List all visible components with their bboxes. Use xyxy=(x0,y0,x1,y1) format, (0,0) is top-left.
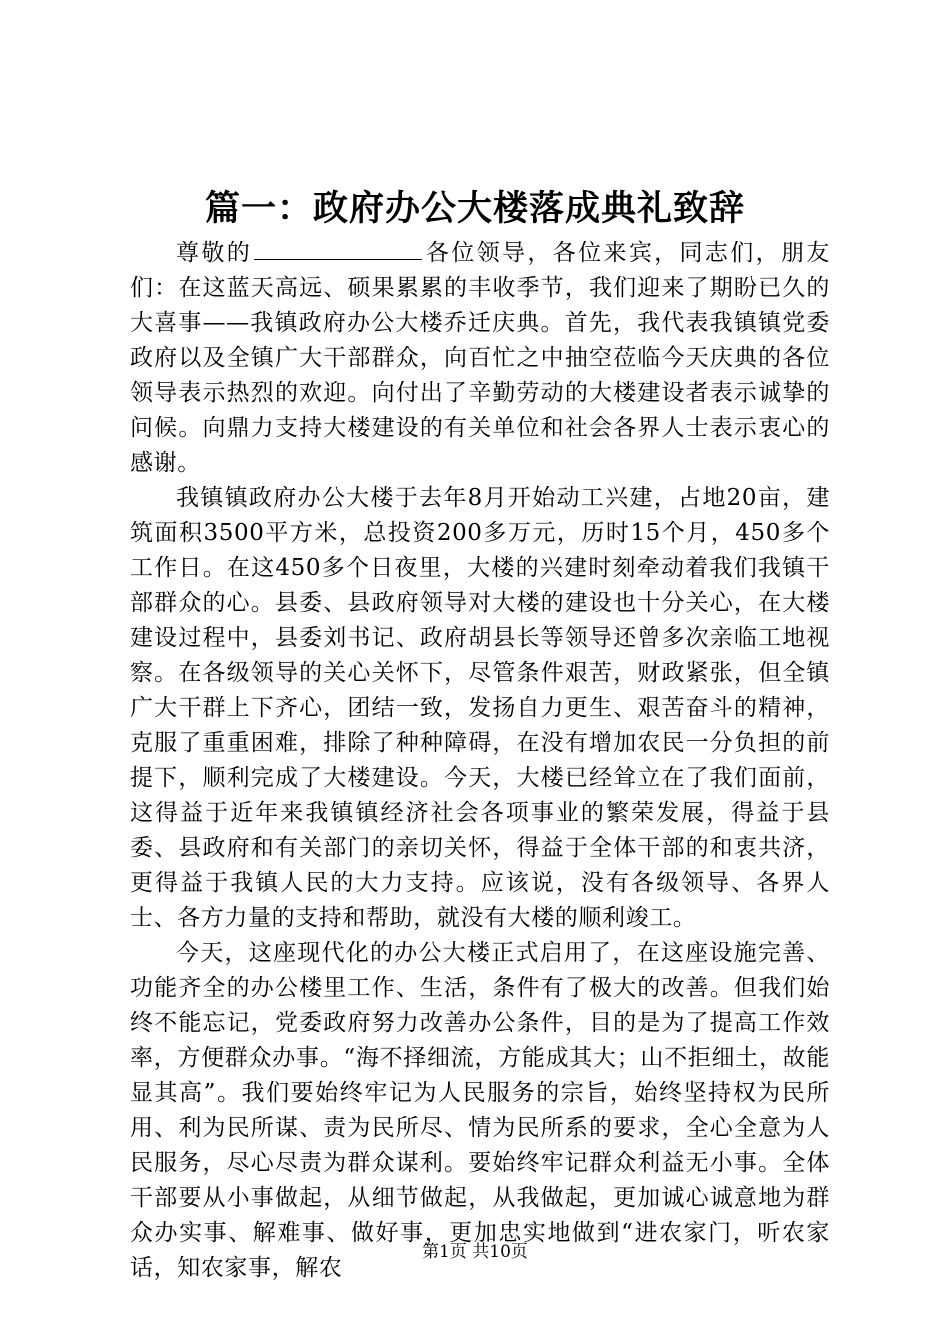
page-number-footer: 第1页 共10页 xyxy=(422,1242,528,1262)
name-blank-line xyxy=(254,237,422,260)
salutation-paragraph xyxy=(130,236,830,481)
document-title: 篇一：政府办公大楼落成典礼致辞 xyxy=(204,188,745,229)
body-paragraph-2: 今天，这座现代化的办公大楼正式启用了，在这座设施完善、功能齐全的办公楼里工作、生活，条件有了极大的改善。但我们始终不能忘记，党委政府努力改善办公条件，目的是为了提高工作效率，方便群众办事。“海不择细流，方能成其大；山不拒细土，故能显其高”。我们要始终牢记为人民服务的宗旨，始终坚持权为民所用、利为民所谋、责为民所尽、情为民所系的要求，全心全意为人民服务，尽心尽责为群众谋利。要始终牢记群众利益无小事。全体干部要从小事做起，从细节做起，从我做起，更加诚心诚意地为群众办实事、解难事、做好事，更加忠实地做到“进农家门，听农家话，知农家事，解农 xyxy=(130,940,830,1281)
salutation-text: 各位领导，各位来宾，同志们，朋友们：在这蓝天高远、硕果累累的丰收季节，我们迎来了期盼已久的大喜事——我镇政府办公大楼乔迁庆典。首先，我代表我镇镇党委政府以及全镇广大干部群众，向百忙之中抽空莅临今天庆典的各位领导表示热烈的欢迎。向付出了辛勤劳动的大楼建设者表示诚挚的问候。向鼎力支持大楼建设的有关单位和社会各界人士表示衷心的感谢。 xyxy=(130,240,830,476)
salutation-prefix: 尊敬的 xyxy=(176,240,253,266)
document-body xyxy=(130,236,830,1286)
body-paragraph-1: 我镇镇政府办公大楼于去年8月开始动工兴建，占地20亩，建筑面积3500平方米，总投资200多万元，历时15个月，450多个工作日。在这450多个日夜里，大楼的兴建时刻牵动着我们我镇干部群众的心。县委、县政府领导对大楼的建设也十分关心，在大楼建设过程中，县委刘书记、政府胡县长等领导还曾多次亲临工地视察。在各级领导的关心关怀下，尽管条件艰苦，财政紧张，但全镇广大干群上下齐心，团结一致，发扬自力更生、艰苦奋斗的精神，克服了重重困难，排除了种种障碍，在没有增加农民一分负担的前提下，顺利完成了大楼建设。今天，大楼已经耸立在了我们面前，这得益于近年来我镇镇经济社会各项事业的繁荣发展，得益于县委、县政府和有关部门的亲切关怀，得益于全体干部的和衷共济，更得益于我镇人民的大力支持。应该说，没有各级领导、各界人士、各方力量的支持和帮助，就没有大楼的顺利竣工。 xyxy=(130,485,830,931)
